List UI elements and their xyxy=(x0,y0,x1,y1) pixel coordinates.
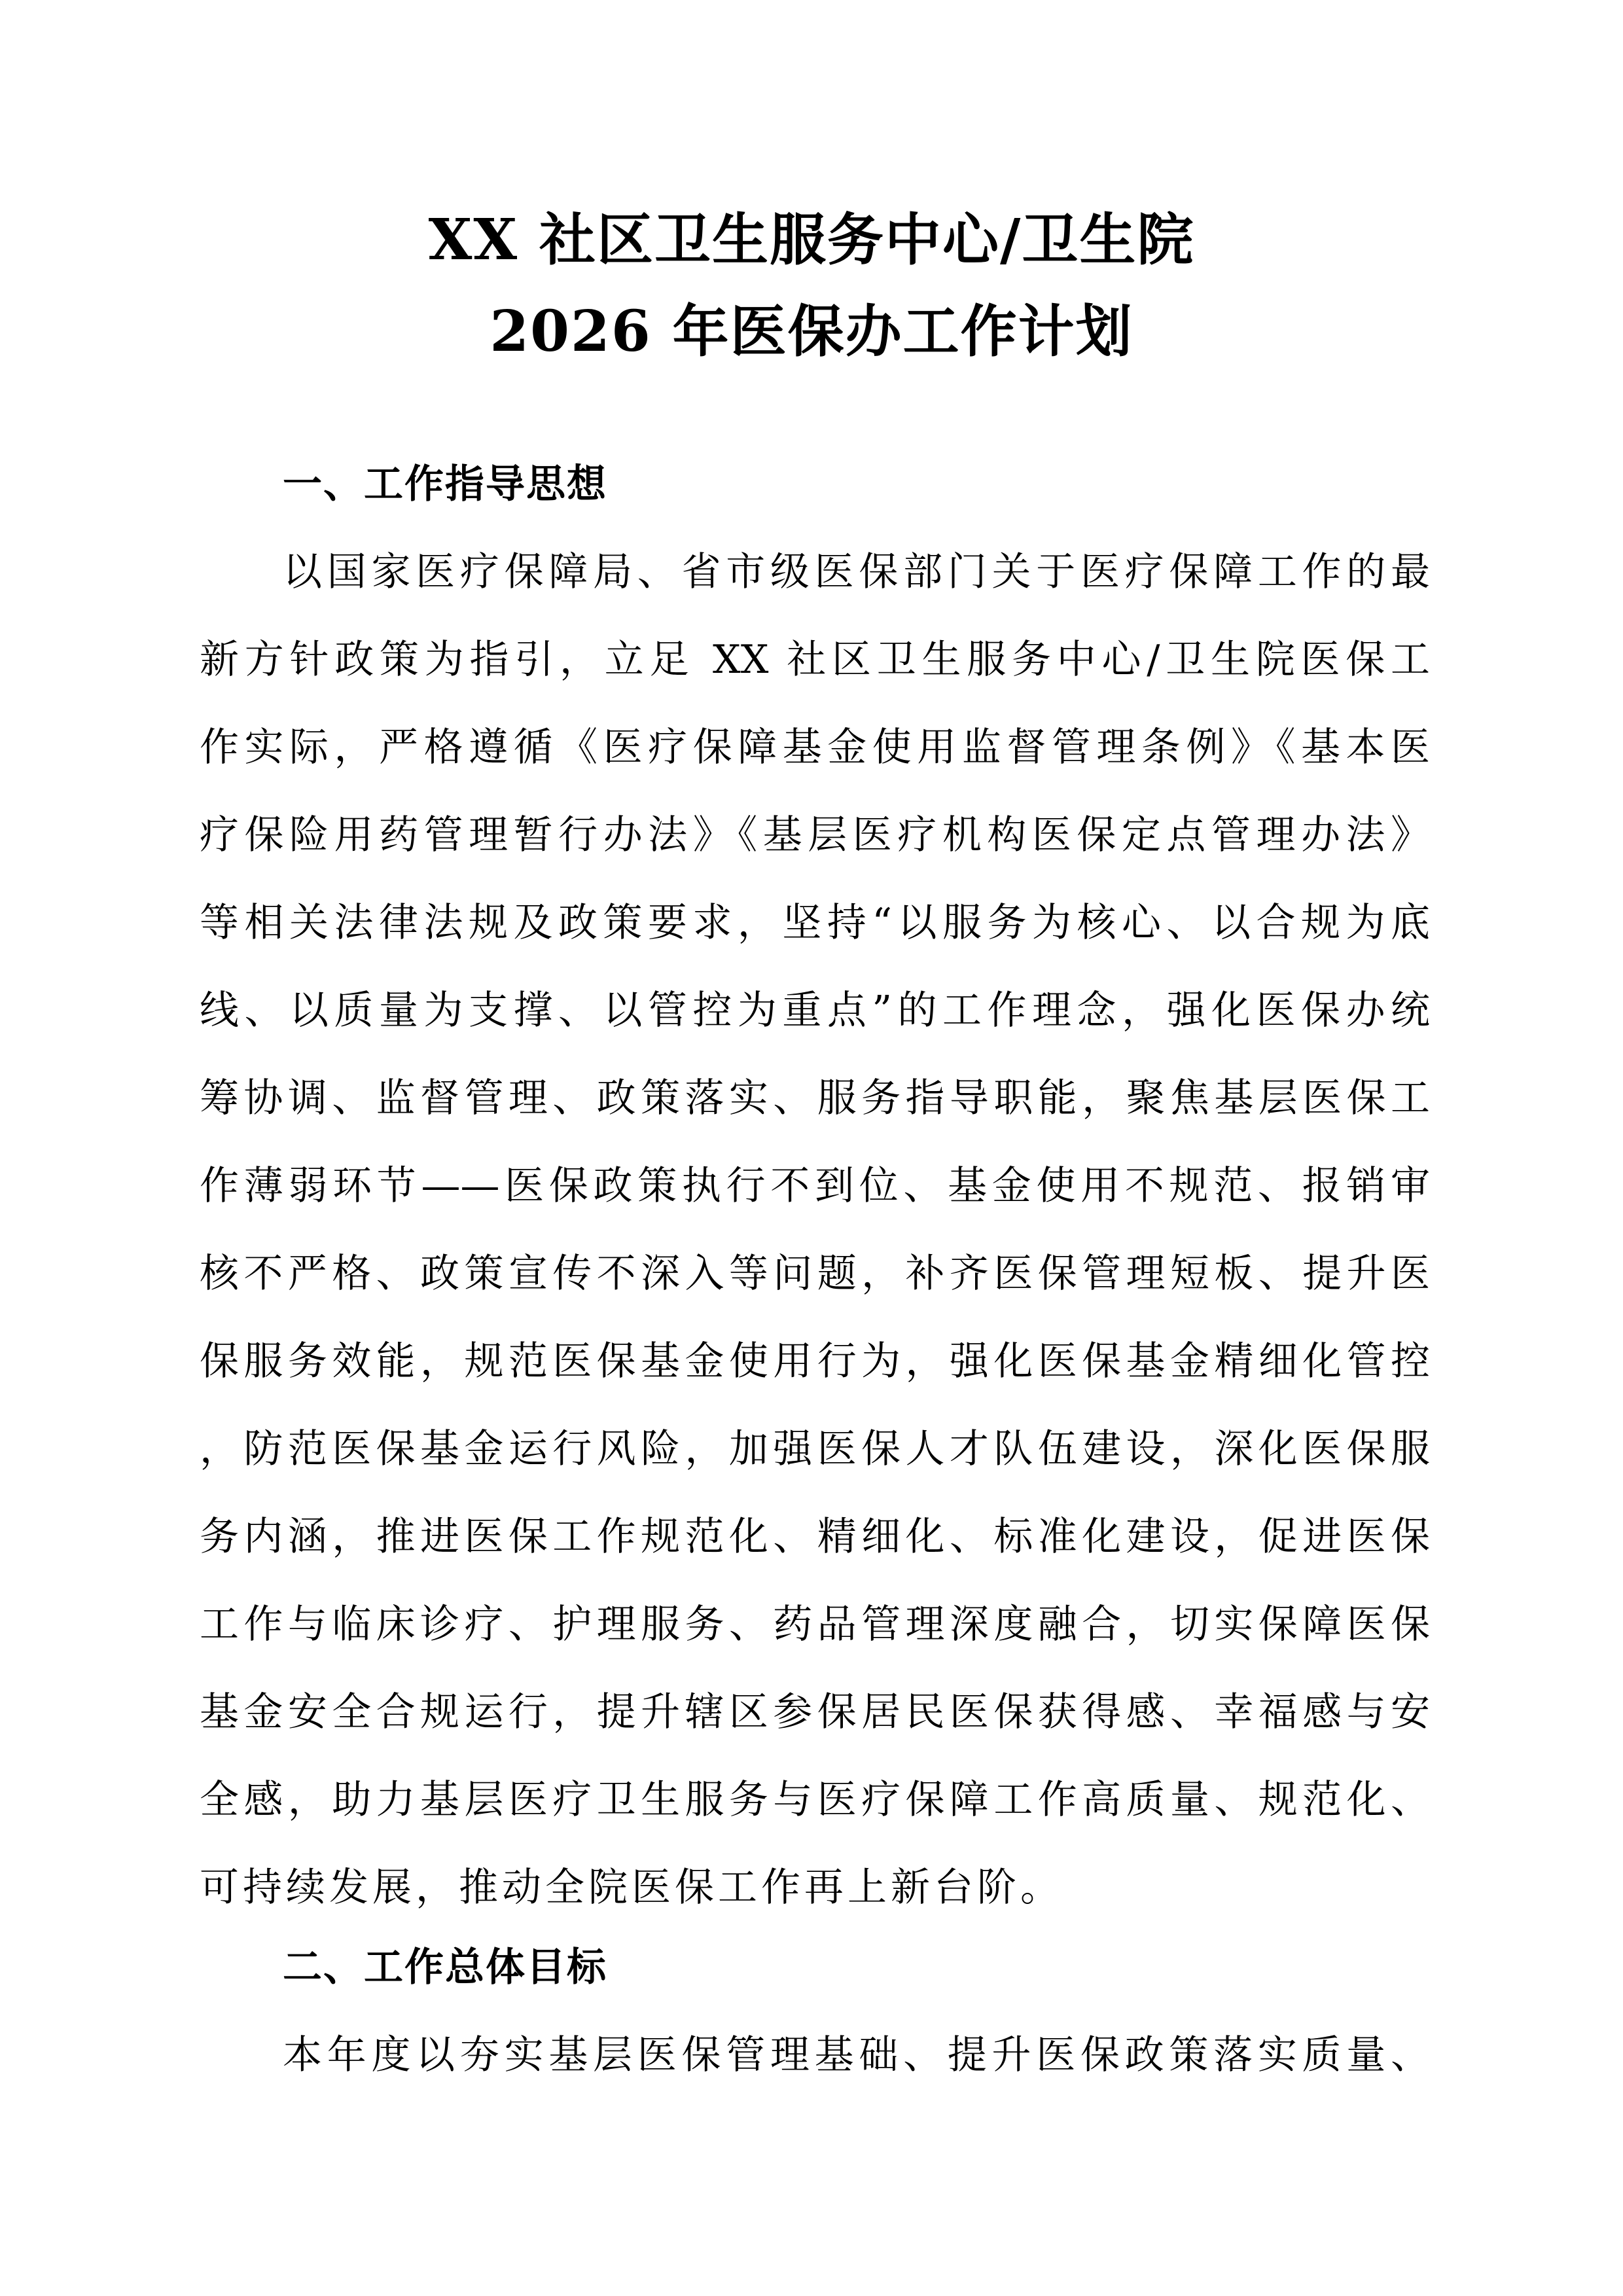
paragraph-line: 新方针政策为指引，立足 XX 社区卫生服务中心/卫生院医保工 xyxy=(200,637,1430,683)
paragraph-line: 疗保险用药管理暂行办法》《基层医疗机构医保定点管理办法》 xyxy=(200,812,1430,858)
document-title-line-1: XX 社区卫生服务中心/卫生院 xyxy=(428,207,1195,273)
paragraph-line: 作薄弱环节——医保政策执行不到位、基金使用不规范、报销审 xyxy=(200,1163,1430,1209)
section-heading-guiding-ideology: 一、工作指导思想 xyxy=(283,461,607,507)
paragraph-line: 以国家医疗保障局、省市级医保部门关于医疗保障工作的最 xyxy=(283,549,1430,595)
paragraph-line: 保服务效能，规范医保基金使用行为，强化医保基金精细化管控 xyxy=(200,1338,1430,1384)
document-title-line-2: 2026 年医保办工作计划 xyxy=(490,298,1133,365)
paragraph-line: ，防范医保基金运行风险，加强医保人才队伍建设，深化医保服 xyxy=(200,1426,1430,1472)
paragraph-line: 可持续发展，推动全院医保工作再上新台阶。 xyxy=(200,1865,1063,1910)
paragraph-line: 本年度以夯实基层医保管理基础、提升医保政策落实质量、 xyxy=(283,2032,1430,2078)
section-heading-overall-goals: 二、工作总体目标 xyxy=(283,1945,607,1990)
paragraph-line: 工作与临床诊疗、护理服务、药品管理深度融合，切实保障医保 xyxy=(200,1602,1430,1647)
paragraph-line: 线、以质量为支撑、以管控为重点”的工作理念，强化医保办统 xyxy=(200,988,1430,1033)
paragraph-line: 全感，助力基层医疗卫生服务与医疗保障工作高质量、规范化、 xyxy=(200,1777,1430,1823)
paragraph-line: 作实际，严格遵循《医疗保障基金使用监督管理条例》《基本医 xyxy=(200,725,1430,770)
paragraph-line: 筹协调、监督管理、政策落实、服务指导职能，聚焦基层医保工 xyxy=(200,1075,1430,1121)
paragraph-line: 务内涵，推进医保工作规范化、精细化、标准化建设，促进医保 xyxy=(200,1514,1430,1560)
paragraph-line: 等相关法律法规及政策要求，坚持“以服务为核心、以合规为底 xyxy=(200,900,1430,946)
paragraph-line: 基金安全合规运行，提升辖区参保居民医保获得感、幸福感与安 xyxy=(200,1689,1430,1735)
paragraph-line: 核不严格、政策宣传不深入等问题，补齐医保管理短板、提升医 xyxy=(200,1251,1430,1297)
